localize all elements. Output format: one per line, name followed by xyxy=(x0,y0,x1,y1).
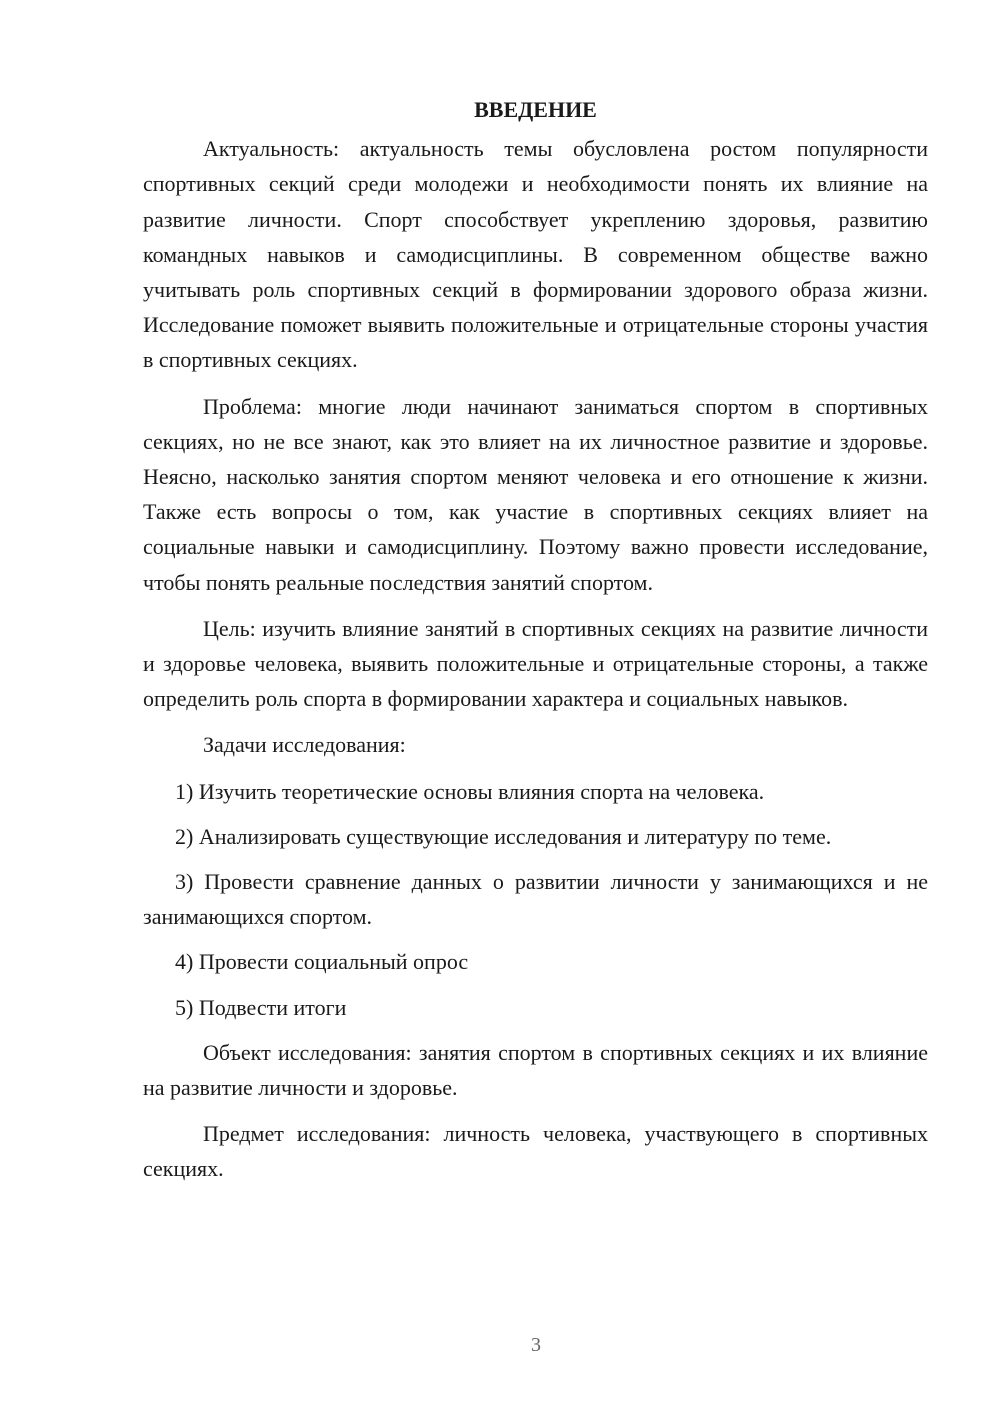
object-paragraph: Объект исследования: занятия спортом в спортивных секциях и их влияние на развитие личности и здоровье. xyxy=(143,1039,928,1101)
subject-paragraph: Предмет исследования: личность человека, участвующего в спортивных секциях. xyxy=(143,1121,928,1182)
task-item: 4) Провести социальный опрос xyxy=(175,949,469,975)
task-item: 3) Провести сравнение данных о развитии личности у занимающихся и не занимающихся спортом. xyxy=(143,869,928,930)
relevance-paragraph: Актуальность: актуальность темы обусловлена ростом популярности спортивных секций среди молодежи и необходимости понять их влияние на развитие личности. Спорт способствует укреплению здоровья, развитию командных навыков и самодисциплины. В современном обществе важно учитывать роль спортивных секций в формировании здорового образа жизни. Исследование поможет выявить положительные и отрицательные стороны участия в спортивных секциях. xyxy=(143,136,928,373)
page-title: ВВЕДЕНИЕ xyxy=(474,97,597,122)
task-item: 2) Анализировать существующие исследования и литературу по теме. xyxy=(175,823,832,849)
page-content xyxy=(143,92,928,1198)
tasks-list xyxy=(143,774,928,1025)
goal-paragraph: Цель: изучить влияние занятий в спортивных секциях на развитие личности и здоровье человека, выявить положительные и отрицательные стороны, а также определить роль спорта в формировании характера и социальных навыков. xyxy=(143,615,928,712)
task-item: 1) Изучить теоретические основы влияния спорта на человека. xyxy=(175,778,765,804)
tasks-heading: Задачи исследования: xyxy=(203,732,406,758)
problem-paragraph: Проблема: многие люди начинают заниматься спортом в спортивных секциях, но не все знают, как это влияет на их личностное развитие и здоровье. Неясно, насколько занятия спортом меняют человека и его отношение к жизни. Также есть вопросы о том, как участие в спортивных секциях влияет на социальные навыки и самодисциплину. Поэтому важно провести исследование, чтобы понять реальные последствия занятий спортом. xyxy=(143,393,928,595)
task-item: 5) Подвести итоги xyxy=(175,994,347,1020)
page-number: 3 xyxy=(531,1334,541,1356)
